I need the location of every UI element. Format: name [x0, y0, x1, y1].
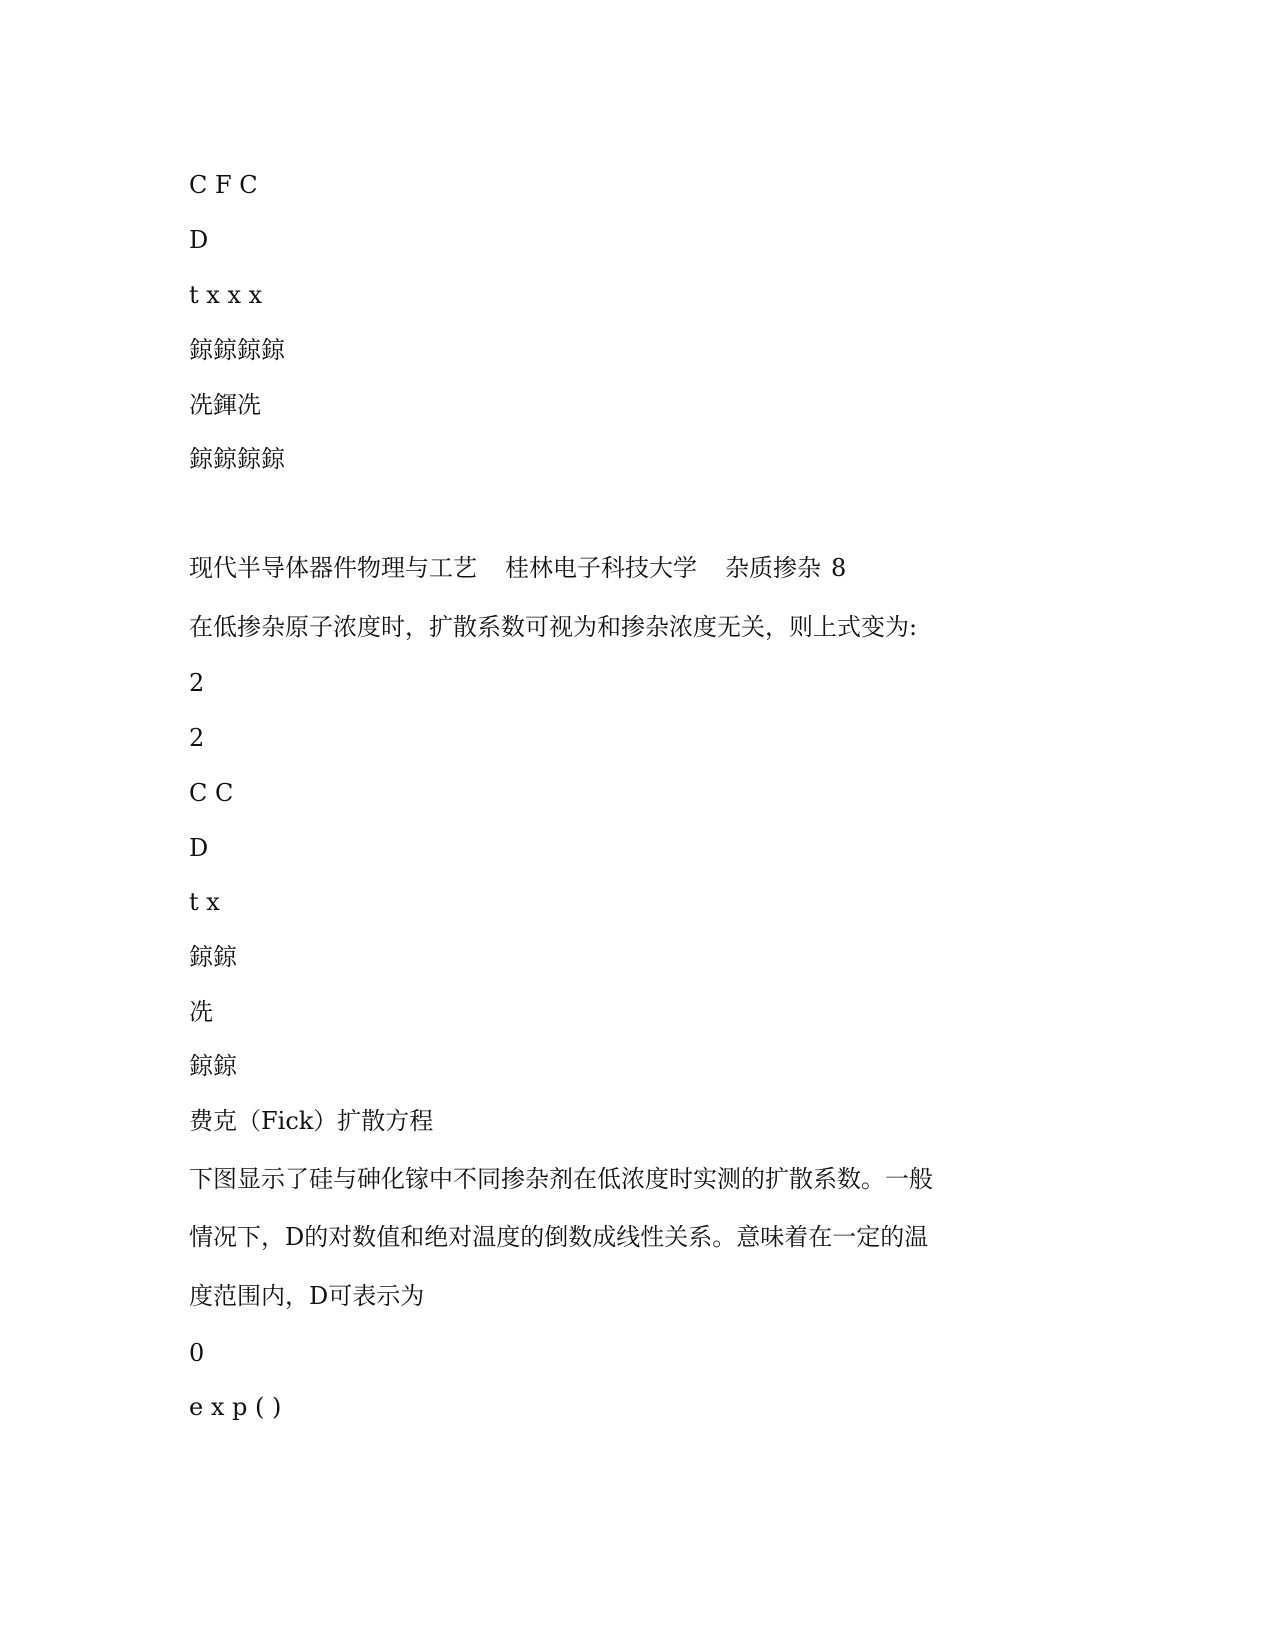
intro-paragraph: 在低掺杂原子浓度时，扩散系数可视为和掺杂浓度无关，则上式变为: — [189, 613, 918, 641]
header-school: 桂林电子科技大学 — [505, 554, 697, 582]
paragraph-line: 情况下，D的对数值和绝对温度的倒数成线性关系。意味着在一定的温 — [189, 1223, 929, 1251]
paragraph-line: 度范围内，D可表示为 — [189, 1282, 425, 1310]
header-title: 现代半导体器件物理与工艺 — [189, 554, 477, 582]
garbled-symbol-line: 鍄鍄 — [189, 943, 237, 971]
equation-text-line: D — [189, 226, 209, 254]
equation-text-line: t x — [189, 888, 220, 916]
equation-text-line: 2 — [189, 669, 205, 697]
garbled-symbol-line: 鍄鍄 — [189, 1052, 237, 1080]
garbled-symbol-line: 冼 — [189, 998, 213, 1026]
garbled-symbol-line: 冼鍕冼 — [189, 391, 261, 419]
header-chapter: 杂质掺杂 — [725, 554, 821, 582]
paragraph-line: 下图显示了硅与砷化镓中不同掺杂剂在低浓度时实测的扩散系数。一般 — [189, 1165, 933, 1193]
equation-text-line: 0 — [189, 1339, 205, 1367]
equation-name: 费克（Fick）扩散方程 — [189, 1107, 434, 1135]
equation-text-line: D — [189, 834, 209, 862]
garbled-symbol-line: 鍄鍄鍄鍄 — [189, 336, 285, 364]
running-header — [189, 553, 846, 583]
equation-text-line: C F C — [189, 171, 258, 199]
equation-text-line: 2 — [189, 724, 205, 752]
equation-text-line: t x x x — [189, 281, 263, 309]
header-page-number: 8 — [831, 554, 847, 582]
garbled-symbol-line: 鍄鍄鍄鍄 — [189, 445, 285, 473]
equation-text-line: C C — [189, 779, 234, 807]
equation-text-line: e x p ( ) — [189, 1393, 282, 1421]
